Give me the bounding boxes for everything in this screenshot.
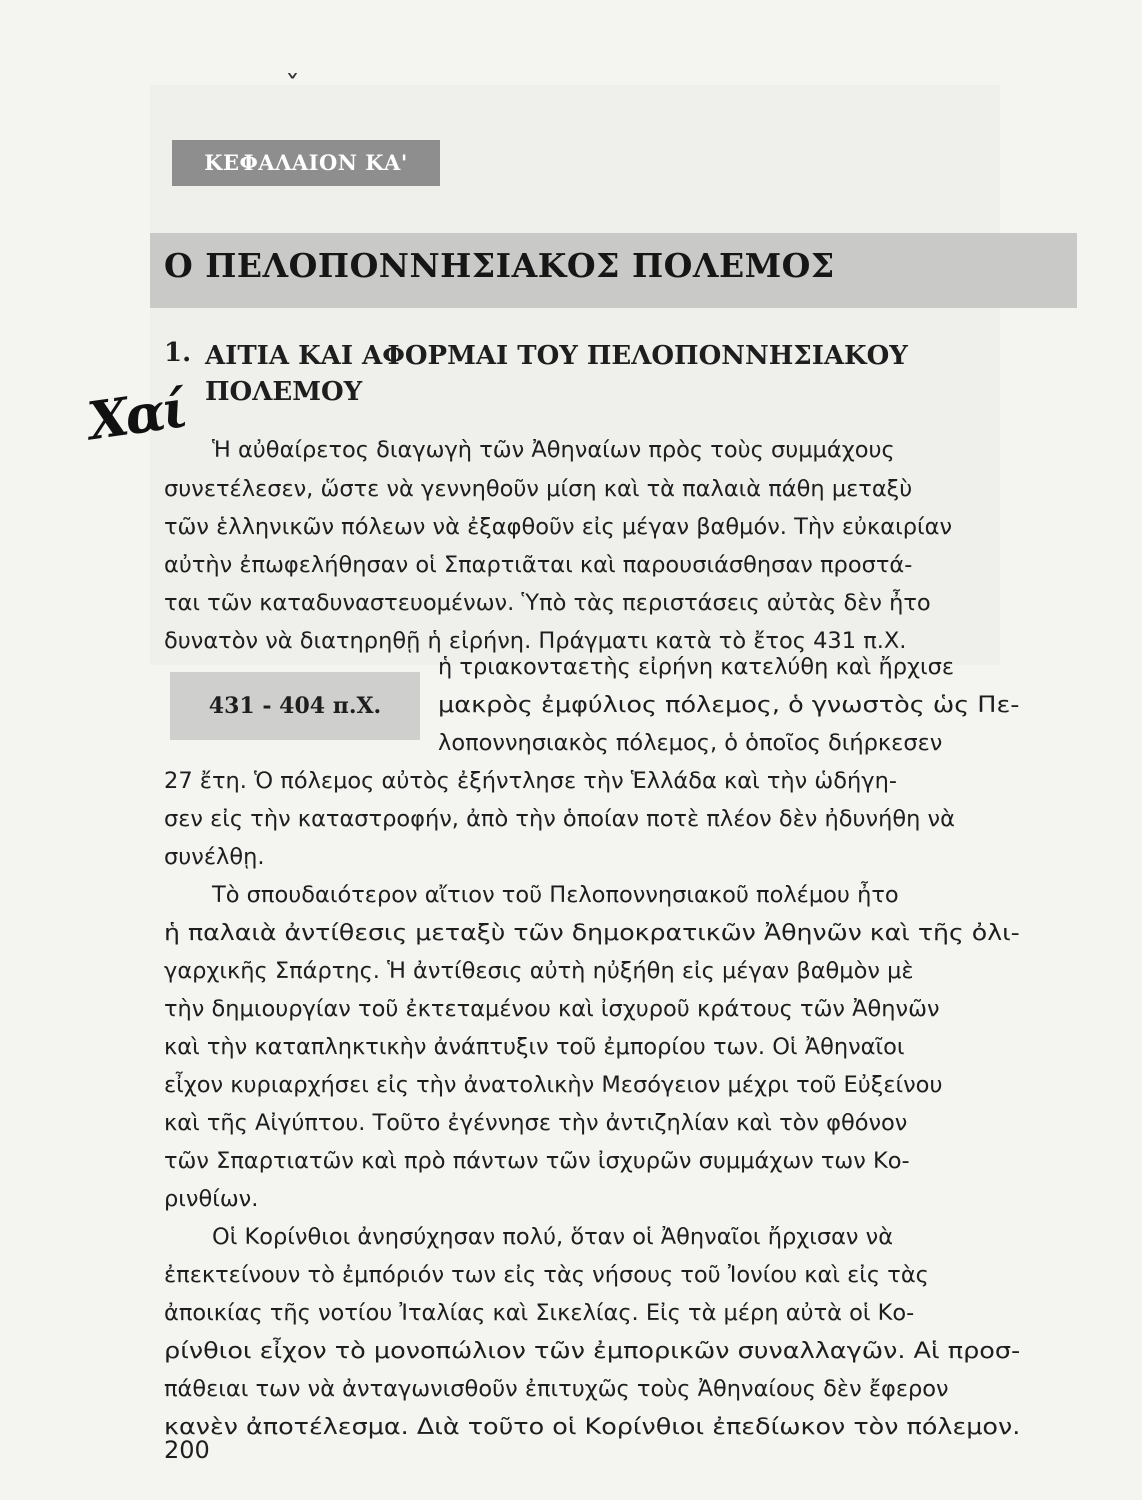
body-line: εἶχον κυριαρχήσει εἰς τὴν ἀνατολικὴν Μεσόγειον μέχρι τοῦ Εὐξείνου	[164, 1072, 943, 1098]
section-number: 1.	[164, 338, 192, 368]
body-line: δυνατὸν νὰ διατηρηθῇ ἡ εἰρήνη. Πράγματι κατὰ τὸ ἔτος 431 π.Χ.	[164, 628, 907, 654]
section-title-line: ΠΟΛΕΜΟΥ	[205, 377, 363, 407]
body-line: ται τῶν καταδυναστευομένων. Ὑπὸ τὰς περιστάσεις αὐτὰς δὲν ἦτο	[164, 590, 931, 616]
chapter-label: ΚΕΦΑΛΑΙΟΝ ΚΑ'	[172, 140, 440, 186]
body-line: ἀποικίας τῆς νοτίου Ἰταλίας καὶ Σικελίας. Εἰς τὰ μέρη αὐτὰ οἱ Κο-	[164, 1300, 915, 1326]
body-line: καὶ τὴν καταπληκτικὴν ἀνάπτυξιν τοῦ ἐμπορίου των. Οἱ Ἀθηναῖοι	[164, 1034, 905, 1060]
body-line: γαρχικῆς Σπάρτης. Ἡ ἀντίθεσις αὐτὴ ηὐξήθη εἰς μέγαν βαθμὸν μὲ	[164, 958, 914, 984]
body-line: Ἡ αὐθαίρετος διαγωγὴ τῶν Ἀθηναίων πρὸς τοὺς συμμάχους	[212, 437, 895, 463]
date-sidebox: 431 - 404 π.Χ.	[170, 672, 420, 740]
body-line: ἐπεκτείνουν τὸ ἐμπόριόν των εἰς τὰς νήσους τοῦ Ἰονίου καὶ εἰς τὰς	[164, 1262, 929, 1288]
body-line: τῶν ἑλληνικῶν πόλεων νὰ ἐξαφθοῦν εἰς μέγαν βαθμόν. Τὴν εὐκαιρίαν	[164, 514, 953, 540]
chapter-title: Ο ΠΕΛΟΠΟΝΝΗΣΙΑΚΟΣ ΠΟΛΕΜΟΣ	[164, 246, 835, 285]
page-number: 200	[164, 1436, 210, 1464]
body-line: μακρὸς ἐμφύλιος πόλεμος, ὁ γνωστὸς ὡς Πε-	[438, 692, 1020, 718]
body-line: πάθειαι των νὰ ἀνταγωνισθοῦν ἐπιτυχῶς τοὺς Ἀθηναίους δὲν ἔφερον	[164, 1376, 949, 1402]
section-title-line: ΑΙΤΙΑ ΚΑΙ ΑΦΟΡΜΑΙ ΤΟΥ ΠΕΛΟΠΟΝΝΗΣΙΑΚΟΥ	[205, 341, 908, 371]
body-line: Τὸ σπουδαιότερον αἴτιον τοῦ Πελοποννησιακοῦ πολέμου ἦτο	[212, 882, 899, 908]
body-line: τῶν Σπαρτιατῶν καὶ πρὸ πάντων τῶν ἰσχυρῶν συμμάχων των Κο-	[164, 1148, 910, 1174]
body-line: ἡ παλαιὰ ἀντίθεσις μεταξὺ τῶν δημοκρατικῶν Ἀθηνῶν καὶ τῆς ὀλι-	[164, 920, 1020, 946]
body-line: συνετέλεσεν, ὥστε νὰ γεννηθοῦν μίση καὶ τὰ παλαιὰ πάθη μεταξὺ	[164, 476, 913, 502]
pen-mark: ˇ	[285, 70, 300, 105]
body-line: κανὲν ἀποτέλεσμα. Διὰ τοῦτο οἱ Κορίνθιοι ἐπεδίωκον τὸν πόλεμον.	[164, 1414, 1021, 1440]
body-line: σεν εἰς τὴν καταστροφήν, ἀπὸ τὴν ὁποίαν ποτὲ πλέον δὲν ἠδυνήθη νὰ	[164, 806, 955, 832]
body-line: ρίνθιοι εἶχον τὸ μονοπώλιον τῶν ἐμπορικῶν συναλλαγῶν. Αἱ προσ-	[164, 1338, 1021, 1364]
body-line: συνέλθῃ.	[164, 844, 265, 870]
body-line: ρινθίων.	[164, 1186, 259, 1212]
body-line: Οἱ Κορίνθιοι ἀνησύχησαν πολύ, ὅταν οἱ Ἀθηναῖοι ἤρχισαν νὰ	[212, 1224, 894, 1250]
body-line: τὴν δημιουργίαν τοῦ ἐκτεταμένου καὶ ἰσχυροῦ κράτους τῶν Ἀθηνῶν	[164, 996, 940, 1022]
body-line: λοποννησιακὸς πόλεμος, ὁ ὁποῖος διήρκεσεν	[438, 730, 943, 756]
body-line: 27 ἔτη. Ὁ πόλεμος αὐτὸς ἐξήντλησε τὴν Ἑλλάδα καὶ τὴν ὡδήγη-	[164, 768, 897, 794]
body-line: ἡ τριακονταετὴς εἰρήνη κατελύθη καὶ ἤρχισε	[438, 654, 955, 680]
body-line: αὐτὴν ἐπωφελήθησαν οἱ Σπαρτιᾶται καὶ παρουσιάσθησαν προστά-	[164, 552, 913, 578]
handwritten-annotation: Χαί	[84, 378, 189, 453]
section-title	[205, 338, 908, 410]
body-line: καὶ τῆς Αἰγύπτου. Τοῦτο ἐγέννησε τὴν ἀντιζηλίαν καὶ τὸν φθόνον	[164, 1110, 908, 1136]
